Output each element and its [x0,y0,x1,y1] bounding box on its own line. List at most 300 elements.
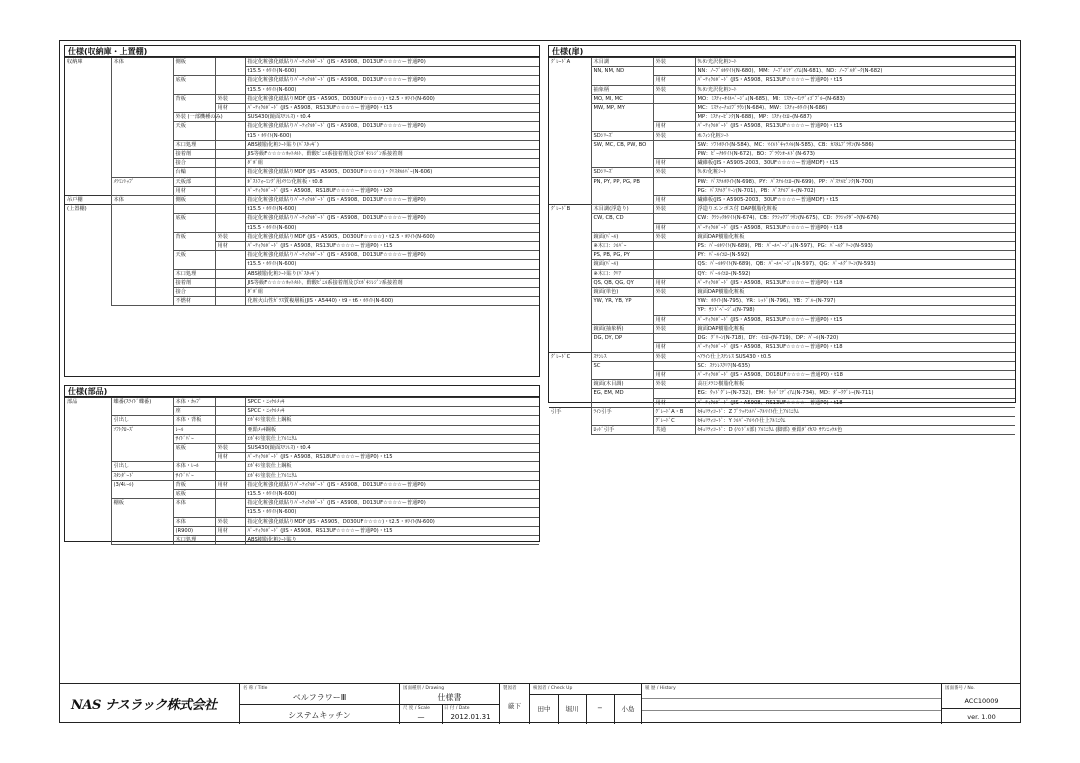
spec-cell [215,58,245,67]
spec-row [549,232,1015,241]
spec-cell [549,380,591,389]
spec-cell [549,269,591,278]
spec-cell [549,150,591,159]
spec-cell [111,434,173,443]
spec-cell: 鏡面DAP樹脂化粧板 [695,324,1015,333]
spec-cell: ﾚｰﾙ [173,425,215,434]
spec-cell: 指定化粧強化紙貼りﾊﾟｰﾃｨｸﾙﾎﾞｰﾄﾞ (JIS・A5908、D013UF☆☆☆☆ー普通P0) [245,196,539,205]
spec-cell [549,334,591,343]
spec-cell [65,232,111,241]
spec-row [65,278,539,287]
spec-cell: ﾊﾟｰﾃｨｸﾙﾎﾞｰﾄﾞ (JIS・A5908、D018UF☆☆☆☆ー普通P0)・t18 [695,370,1015,379]
spec-cell: 引手 [549,407,591,416]
spec-cell: QS, QB, QG, QY [591,278,653,287]
spec-cell: ﾊﾟｰﾃｨｸﾙﾎﾞｰﾄﾞ (JIS・A5908、RS18UF☆☆☆☆ー普通P0)・t20 [245,186,539,195]
spec-cell: SC：ｽﾃﾝﾚｽｸﾘｱ(N-635) [695,361,1015,370]
spec-cell [65,140,111,149]
spec-cell: 木口処理 [173,269,215,278]
spec-cell: 浮造りエンボス付 DAP樹脂化粧板 [695,205,1015,214]
spec-cell [65,85,111,94]
spec-cell [111,159,173,168]
spec-cell [65,536,111,545]
spec-cell [215,122,245,131]
spec-row [549,306,1015,315]
spec-cell [215,499,245,508]
spec-cell: ｴﾎﾟｷｼ塗装仕上鋼板 [245,462,539,471]
spec-cell [653,269,695,278]
spec-cell: 外装 [653,380,695,389]
spec-cell [65,517,111,526]
spec-cell [215,425,245,434]
spec-cell [653,251,695,260]
spec-cell: ｸﾞﾚｰﾄﾞB [549,205,591,214]
spec-cell [65,150,111,159]
spec-cell: 引出し [111,416,173,425]
spec-cell: 外装 [653,131,695,140]
spec-cell: 本体 [111,196,173,205]
spec-cell [591,122,653,131]
spec-cell [111,269,173,278]
storage-spec-section [64,45,540,377]
spec-row [549,214,1015,223]
spec-cell: CW, CB, CD [591,214,653,223]
checker-3: − [597,704,603,712]
spec-cell: 外装 [653,85,695,94]
spec-cell: 背板 [173,480,215,489]
spec-cell [215,462,245,471]
spec-cell: ｽﾃﾝﾚｽ [591,352,653,361]
spec-row [65,223,539,232]
spec-cell: ｴﾎﾟｷｼ塗装仕上ｱﾙﾐﾆｳﾑ [245,471,539,480]
spec-cell: 指定化粧強化紙貼りMDF (JIS・A5905、D030UF☆☆☆☆)・ｸﾘｽﾀﾙﾙﾊﾞｰ(N-606) [245,168,539,177]
system-name: システムキッチン [288,711,351,720]
spec-row [65,407,539,416]
spec-cell: ABS樹脂化粧ｼｰﾄ貼り(ﾊﾟｽﾀｯｷﾞ) [245,140,539,149]
spec-cell [215,508,245,517]
spec-cell: 収納庫 [65,58,111,67]
spec-cell: SDｼﾘｰｽﾞ [591,168,653,177]
spec-cell [65,278,111,287]
drawing-cell [399,684,499,724]
spec-cell [173,508,215,517]
spec-row [549,186,1015,195]
spec-cell: 鏡面(木目調) [591,380,653,389]
spec-cell [111,517,173,526]
spec-row [65,131,539,140]
spec-cell: ｸﾞﾚｰﾄﾞC [653,416,695,425]
spec-cell [591,223,653,232]
spec-cell [591,398,653,407]
spec-cell [549,159,591,168]
spec-row [65,462,539,471]
spec-cell: 棚板 [111,499,173,508]
spec-cell [111,407,173,416]
spec-cell [173,104,215,113]
spec-cell [215,205,245,214]
spec-cell: 接着剤 [173,150,215,159]
spec-cell: CW：ｸﾗｼｯｸﾎﾜｲﾄ(N-674)、CB：ｸﾗｼｯｸﾌﾞﾗｳﾝ(N-675)、CD：ｸﾗｼｯｸﾀﾞｰｸ(N-676) [695,214,1015,223]
doc-number-cell [941,684,1021,724]
spec-cell [65,407,111,416]
spec-cell [173,131,215,140]
spec-cell: 外装 [653,352,695,361]
spec-cell: ｳﾚﾀﾝ光沢化粧ｼｰﾄ [695,58,1015,67]
spec-cell: 用材 [653,196,695,205]
spec-cell [215,251,245,260]
date-label: 日 付 / Date [444,706,470,711]
spec-row [549,205,1015,214]
spec-cell: 接着剤 [173,278,215,287]
spec-row [65,196,539,205]
spec-row [65,67,539,76]
spec-cell: 座 [173,407,215,416]
spec-cell [591,416,653,425]
spec-cell: 引出し [111,462,173,471]
spec-cell [215,278,245,287]
spec-cell: JIS等級F☆☆☆☆ﾎｯﾄﾒﾙﾄ、酢酸ﾋﾞﾆﾙ系接着剤及びｴﾎﾟｷｼﾚｼﾞﾝ系接着剤 [245,278,539,287]
spec-row [65,517,539,526]
spec-cell [549,140,591,149]
spec-cell [549,389,591,398]
spec-cell: t15.5・ﾎﾜｲﾄ(N-600) [245,67,539,76]
spec-row [65,444,539,453]
spec-cell [111,76,173,85]
spec-cell: ﾀﾞﾎﾞ組 [245,159,539,168]
spec-cell [111,260,173,269]
spec-cell: 外装 [215,444,245,453]
drawn-cell [499,684,529,724]
spec-cell: ﾛｯﾄﾞ引手 [591,426,653,435]
spec-cell: ﾗｲﾝ引手 [591,407,653,416]
spec-row [549,398,1015,407]
spec-cell: PY：ﾊﾟｰﾙｲｴﾛｰ(N-592) [695,251,1015,260]
drawn-by: 厳下 [508,702,521,710]
spec-cell: 用材 [215,526,245,535]
spec-cell: 本体 [173,517,215,526]
spec-cell: 指定化粧強化紙貼りﾊﾟｰﾃｨｸﾙﾎﾞｰﾄﾞ (JIS・A5908、D013UF☆☆☆☆ー普通P0) [245,480,539,489]
spec-row [549,334,1015,343]
spec-cell: ｸﾞﾚｰﾄﾞA・B [653,407,695,416]
spec-cell [111,205,173,214]
spec-cell [215,214,245,223]
spec-row [549,168,1015,177]
spec-row [65,94,539,103]
parts-spec-section [64,385,540,542]
spec-row [549,315,1015,324]
spec-cell [549,104,591,113]
spec-cell [215,471,245,480]
spec-cell: 指定化粧強化紙貼りﾊﾟｰﾃｨｸﾙﾎﾞｰﾄﾞ (JIS・A5908、D013UF☆☆☆☆ー普通P0) [245,214,539,223]
spec-cell [653,67,695,76]
history-cell [641,684,941,724]
spec-row [549,416,1015,425]
section-title: 仕様(部品) [65,386,539,397]
spec-cell: ｾｷｭﾘﾃｨｺｰﾄﾞ：Y ｼﾙﾊﾞｰｱﾙﾏｲﾄ仕上ｱﾙﾐﾆｳﾑ [695,416,1015,425]
spec-cell: 指定化粧強化紙貼りMDF (JIS・A5905、D030UF☆☆☆☆)・t2.5・ﾎﾜｲﾄ(N-600) [245,94,539,103]
spec-cell: ﾍｱﾗｲﾝ仕上ｽﾃﾝﾚｽ SUS430・t0.5 [695,352,1015,361]
spec-cell: (R900) [173,526,215,535]
company-logo: NAS ナスラック株式会社 [71,698,217,713]
spec-cell [111,297,173,306]
spec-cell: NN, NM, ND [591,67,653,76]
spec-cell: 外装 [653,205,695,214]
spec-cell [549,370,591,379]
spec-cell: 蝶番(ｽﾗｲﾄﾞ蝶番) [111,398,173,407]
spec-cell: 抽象柄 [591,85,653,94]
spec-cell [111,67,173,76]
spec-cell: 外装 [215,94,245,103]
parts-spec-table [65,397,539,545]
spec-cell [653,186,695,195]
spec-cell [591,76,653,85]
spec-cell: PS：ﾊﾟｰﾙﾎﾜｲﾄ(N-689)、PB：ﾊﾟｰﾙﾍﾞｰｼﾞｭ(N-597)、PG：ﾊﾟｰﾙｸﾞﾘｰﾝ(N-593) [695,242,1015,251]
spec-cell: NN：ﾉｰﾌﾞﾙﾎﾜｲﾄ(N-680)、MM：ﾉｰﾌﾞﾙﾐﾃﾞｨｱﾑ(N-681)、ND：ﾉｰﾌﾞﾙﾀﾞｰｸ(N-682) [695,67,1015,76]
spec-cell [111,444,173,453]
spec-cell: t15.5・ﾎﾜｲﾄ(N-600) [245,223,539,232]
spec-cell [173,67,215,76]
spec-cell: MC：ﾐｽﾃｨｰﾁｮｺﾌﾞﾗｳﾝ(N-684)、MW：ﾐｽﾃｨｰﾎﾜｲﾄ(N-686) [695,104,1015,113]
spec-cell [591,159,653,168]
spec-cell [549,288,591,297]
spec-cell: ｽﾀﾝﾀﾞｰﾄﾞ [111,471,173,480]
spec-cell [549,306,591,315]
spec-cell [549,416,591,425]
spec-cell [65,177,111,186]
spec-cell: 不燃材 [173,297,215,306]
spec-cell: SDｼﾘｰｽﾞ [591,131,653,140]
spec-cell [111,186,173,195]
spec-cell: 用材 [173,186,215,195]
spec-cell [65,214,111,223]
spec-cell: 本体・ﾚｰﾙ [173,462,215,471]
spec-cell: ﾊﾟｰﾃｨｸﾙﾎﾞｰﾄﾞ (JIS・A5908、RS13UF☆☆☆☆ー普通P0)・t18 [695,278,1015,287]
spec-cell [653,389,695,398]
drawing-type: 仕様書 [437,693,462,702]
section-title: 仕様(扉) [549,46,1015,57]
spec-row [549,380,1015,389]
spec-cell: ﾊﾟｰﾃｨｸﾙﾎﾞｰﾄﾞ (JIS・A5908、RS13UF☆☆☆☆ー普通P0)・t15 [245,526,539,535]
scale-value: — [417,713,425,721]
spec-cell: 底板 [173,214,215,223]
spec-row [549,407,1015,416]
check-cell [529,684,641,724]
spec-cell: 用材 [215,480,245,489]
spec-cell [173,242,215,251]
spec-cell: 用材 [215,453,245,462]
spec-cell: ﾎﾟｽﾄﾌｫｰﾐﾝｸﾞ用ﾒﾗﾐﾝ化粧板・t0.8 [245,177,539,186]
spec-cell: ※木口：ｼﾙﾊﾞｰ [591,242,653,251]
spec-cell: 鏡面(ﾊﾟｰﾙ) [591,232,653,241]
spec-row [549,223,1015,232]
spec-cell: ABS樹脂化粧ｼｰﾄ貼り [245,536,539,545]
spec-cell: PN, PY, PP, PG, PB [591,177,653,186]
spec-cell [215,186,245,195]
spec-row [549,150,1015,159]
spec-row [65,453,539,462]
spec-row [65,508,539,517]
spec-cell [111,453,173,462]
spec-row [65,177,539,186]
spec-cell: 指定化粧強化紙貼りﾊﾟｰﾃｨｸﾙﾎﾞｰﾄﾞ (JIS・A5908、D013UF☆☆☆☆ー普通P0) [245,76,539,85]
spec-cell: 鏡面(単色) [591,288,653,297]
spec-row [65,536,539,545]
history-label: 履 歴 / History [645,686,676,691]
doc-label: 図面番号 / No. [945,686,975,691]
spec-cell [591,306,653,315]
spec-cell: 底板 [173,490,215,499]
spec-cell [653,104,695,113]
spec-row [65,205,539,214]
scale-label: 尺 度 / Scale [403,706,430,711]
spec-row [549,297,1015,306]
spec-cell [65,159,111,168]
spec-cell [215,168,245,177]
spec-cell: QS：ﾊﾟｰﾙﾎﾜｲﾄ(N-689)、QB：ﾊﾟｰﾙﾍﾞｰｼﾞｭ(N-597)、QG：ﾊﾟｰﾙｸﾞﾘｰﾝ(N-593) [695,260,1015,269]
spec-cell [111,232,173,241]
spec-cell: 吊戸棚 [65,196,111,205]
spec-cell [65,526,111,535]
spec-row [65,260,539,269]
spec-cell [111,526,173,535]
spec-cell [111,131,173,140]
spec-cell [111,288,173,297]
spec-row [65,214,539,223]
spec-row [549,343,1015,352]
doc-number: ACC10009 [964,697,999,705]
spec-cell: 用材 [653,398,695,407]
spec-cell: 繊維板(JIS・A5905-2003、30UF☆☆☆☆ー普通MDF)・t15 [695,159,1015,168]
spec-cell: 側板 [173,58,215,67]
spec-cell: ﾊﾟｰﾃｨｸﾙﾎﾞｰﾄﾞ (JIS・A5908、RS13UF☆☆☆☆ー普通P0)・t15 [695,315,1015,324]
spec-row [549,352,1015,361]
spec-cell: 共通 [653,426,695,435]
spec-cell: ｾｷｭﾘﾃｨｺｰﾄﾞ：D (ﾊﾝﾄﾞﾙ部) ｱﾙﾐﾆｳﾑ (脚部) 亜鉛ﾀﾞｲｶｽﾄ ｻﾃﾝﾆｯｹﾙ色 [695,426,1015,435]
spec-cell [111,251,173,260]
spec-row [65,269,539,278]
spec-cell [65,444,111,453]
spec-cell: ｵﾚﾌｨﾝ化粧ｼｰﾄ [695,131,1015,140]
spec-cell [65,94,111,103]
spec-cell: 用材 [653,343,695,352]
spec-cell: 底板 [173,444,215,453]
spec-cell [549,67,591,76]
spec-row [549,278,1015,287]
spec-cell: 用材 [653,370,695,379]
spec-cell: 天板 [173,122,215,131]
spec-row [65,288,539,297]
spec-row [65,168,539,177]
spec-cell: EG：ｳｯﾄﾞｸﾞﾚｰ(N-732)、EM：ｳｯﾄﾞﾐﾃﾞｨｱﾑ(N-734)、MD：ﾀﾞｰｸｸﾞﾚｰ(N-711) [695,389,1015,398]
spec-cell: SW：ｿﾌﾄﾎﾜｲﾄ(N-584)、MC：ﾏｲﾙﾄﾞｷｬﾗﾒﾙ(N-585)、CB：ｶｽﾀﾑﾌﾞﾗｳﾝ(N-586) [695,140,1015,149]
spec-cell: ABS樹脂化粧ｼｰﾄ貼り(ﾊﾟｽﾀｯｷﾞ) [245,269,539,278]
spec-cell: (上置棚) [65,205,111,214]
title-block [59,683,1021,724]
spec-cell: SPCC・ﾆｯｹﾙﾒｯｷ [245,407,539,416]
spec-row [65,150,539,159]
product-cell [239,684,399,724]
spec-row [549,324,1015,333]
spec-cell: 外装 [215,517,245,526]
spec-cell [549,85,591,94]
spec-cell [215,223,245,232]
spec-cell: 外装 [653,168,695,177]
spec-cell: 高圧ﾒﾗﾐﾝ樹脂化粧板 [695,380,1015,389]
spec-cell [173,85,215,94]
spec-cell [111,490,173,499]
spec-cell [549,76,591,85]
spec-cell: QY：ﾊﾟｰﾙｲｴﾛｰ(N-592) [695,269,1015,278]
checker-1: 田中 [537,705,551,713]
storage-spec-table [65,57,539,306]
spec-row [549,140,1015,149]
spec-cell [653,260,695,269]
spec-row [65,159,539,168]
spec-cell: PW：ﾊﾟｽﾃﾙﾎﾜｲﾄ(N-698)、PY：ﾊﾟｽﾃﾙｲｴﾛｰ(N-699)、PP：ﾊﾟｽﾃﾙﾋﾟﾝｸ(N-700) [695,177,1015,186]
spec-cell [591,370,653,379]
spec-cell: 用材 [653,315,695,324]
spec-cell [65,490,111,499]
spec-cell: (3/4ﾚｰﾙ) [111,480,173,489]
spec-cell: 用材 [653,159,695,168]
spec-cell [653,361,695,370]
spec-row [549,361,1015,370]
drawn-label: 製図者 [503,686,517,691]
drawing-label: 図面種別 / Drawing [403,686,445,691]
spec-row [549,426,1015,435]
title-label: 名 称 / Title [243,686,268,691]
checker-4: 小島 [621,705,635,713]
spec-cell [111,85,173,94]
spec-cell: 用材 [215,104,245,113]
spec-cell: 背板 [173,94,215,103]
spec-cell [653,140,695,149]
spec-cell: MO：ﾐｽﾃｨｰｵｲﾙﾍﾞｰｼﾞｭ(N-685)、MI：ﾐｽﾃｨｰｲﾝﾃﾞｨｺﾞﾌﾞﾙｰ(N-683) [695,94,1015,103]
spec-cell: YW, YR, YB, YP [591,297,653,306]
spec-row [549,370,1015,379]
spec-cell [653,306,695,315]
spec-cell: 接合 [173,159,215,168]
spec-cell: YW：ﾎﾜｲﾄ(N-795)、YR：ﾚｯﾄﾞ(N-796)、YB：ﾌﾞﾙｰ(N-797) [695,297,1015,306]
spec-cell [591,196,653,205]
spec-cell [65,471,111,480]
spec-cell [111,104,173,113]
spec-cell: ｸﾞﾚｰﾄﾞC [549,352,591,361]
spec-cell [215,85,245,94]
spec-cell [591,113,653,122]
spec-cell: 外装 [653,232,695,241]
spec-cell: 鏡面DAP樹脂化粧板 [695,232,1015,241]
spec-cell: 外装 [653,58,695,67]
spec-cell: PS, PB, PG, PY [591,251,653,260]
spec-cell [65,425,111,434]
spec-cell: 本体 [111,58,173,67]
spec-cell [215,76,245,85]
spec-row [65,434,539,443]
spec-cell [111,140,173,149]
spec-cell: ﾊﾟｰﾃｨｸﾙﾎﾞｰﾄﾞ (JIS・A5908、RS13UF☆☆☆☆ー普通P0)・t15 [245,104,539,113]
spec-cell: 用材 [653,223,695,232]
spec-cell [215,490,245,499]
spec-cell [549,232,591,241]
spec-cell: t15.5・ﾎﾜｲﾄ(N-600) [245,85,539,94]
spec-row [549,177,1015,186]
spec-row [65,122,539,131]
spec-cell [65,223,111,232]
spec-cell [549,168,591,177]
spec-cell [65,122,111,131]
spec-cell: PG：ﾊﾟｽﾃﾙｸﾞﾘｰﾝ(N-701)、PB：ﾊﾟｽﾃﾙﾌﾞﾙｰ(N-702) [695,186,1015,195]
spec-cell [549,297,591,306]
